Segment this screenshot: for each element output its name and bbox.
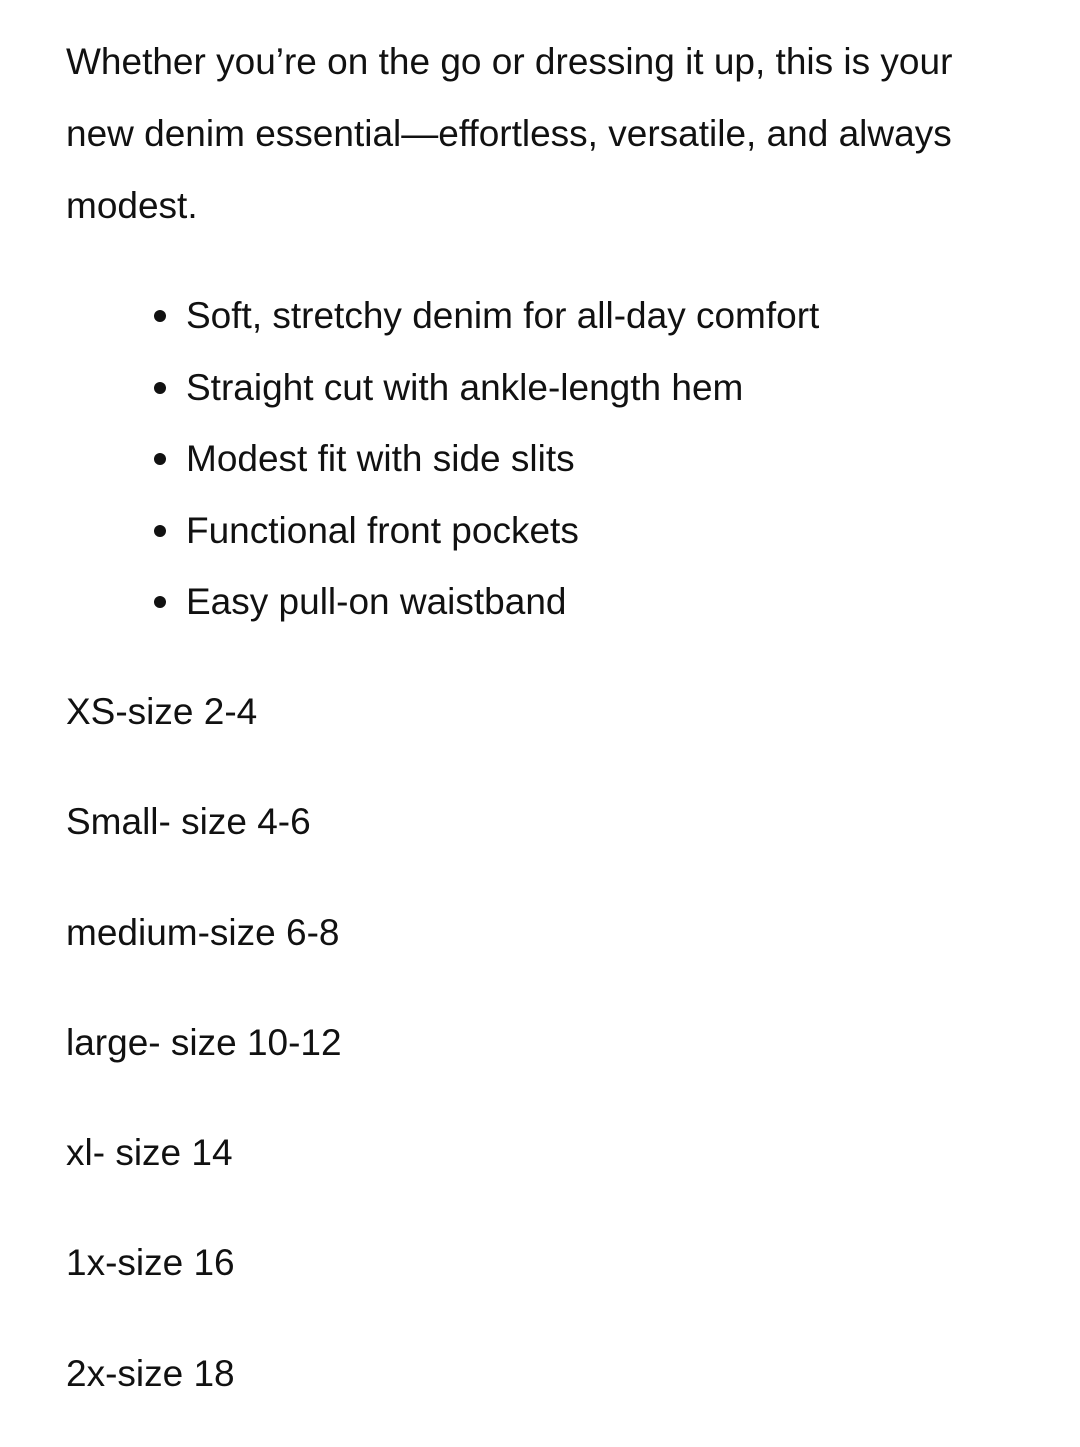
bullet-icon xyxy=(154,525,166,537)
feature-item xyxy=(186,423,819,495)
feature-text: Easy pull-on waistband xyxy=(186,581,567,623)
size-line-2x: 2x-size 18 xyxy=(66,1352,235,1394)
size-line-medium: medium-size 6-8 xyxy=(66,911,340,953)
size-line-xl: xl- size 14 xyxy=(66,1132,233,1174)
bullet-icon xyxy=(154,382,166,394)
feature-text: Functional front pockets xyxy=(186,509,579,551)
bullet-icon xyxy=(154,310,166,322)
feature-text: Soft, stretchy denim for all-day comfort xyxy=(186,295,820,336)
bullet-icon xyxy=(154,453,166,465)
bullet-icon xyxy=(154,596,166,608)
feature-text: Straight cut with ankle-length hem xyxy=(186,366,744,408)
feature-item xyxy=(186,495,819,567)
product-description: Whether you’re on the go or dressing it up, this is your new denim essential—effortless, versatile, and always modest. xyxy=(66,41,953,226)
size-line-large: large- size 10-12 xyxy=(66,1021,342,1063)
feature-text: Modest fit with side slits xyxy=(186,438,575,480)
size-line-xs: XS-size 2-4 xyxy=(66,691,258,732)
feature-item xyxy=(186,280,819,352)
size-line-1x: 1x-size 16 xyxy=(66,1242,235,1284)
feature-list xyxy=(186,280,819,638)
feature-item xyxy=(186,566,819,638)
size-line-small: Small- size 4-6 xyxy=(66,801,311,843)
size-guide xyxy=(66,675,342,1447)
feature-item xyxy=(186,352,819,424)
